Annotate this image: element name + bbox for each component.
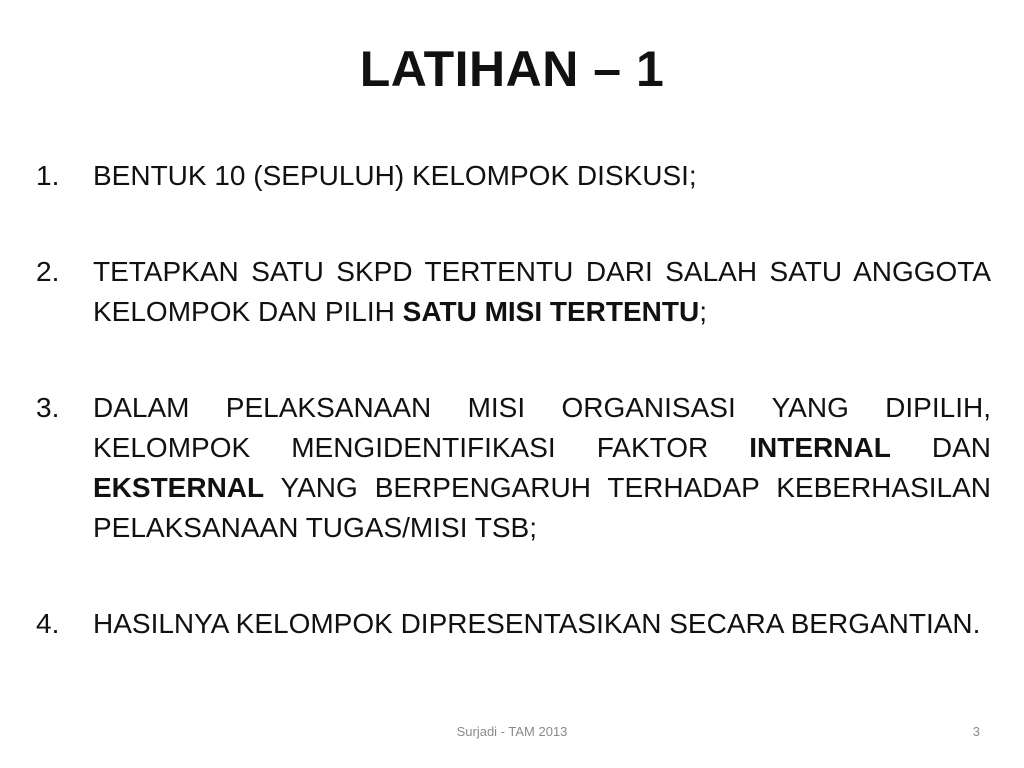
slide-title: LATIHAN – 1 (359, 41, 665, 97)
list-item-1 (36, 156, 991, 196)
item-number: 1. (36, 160, 60, 191)
item-text: DALAM PELAKSANAAN MISI ORGANISASI YANG DIPILIH, KELOMPOK MENGIDENTIFIKASI FAKTOR INTERNAL DAN EKSTERNAL YANG BERPENGARUH TERHADAP KEBERHASILAN PELAKSANAAN TUGAS/MISI TSB; (93, 392, 991, 543)
item-number: 2. (36, 256, 60, 287)
footer-author: Surjadi - TAM 2013 (456, 724, 568, 739)
list-item-2 (36, 252, 991, 332)
list-item-4 (36, 604, 991, 644)
page-number: 3 (972, 724, 980, 739)
item-number: 4. (36, 608, 60, 639)
item-number: 3. (36, 392, 60, 423)
item-text: TETAPKAN SATU SKPD TERTENTU DARI SALAH SATU ANGGOTA KELOMPOK DAN PILIH SATU MISI TERTENTU; (93, 256, 991, 327)
item-text: HASILNYA KELOMPOK DIPRESENTASIKAN SECARA BERGANTIAN. (93, 608, 981, 639)
emphasis-text: INTERNAL (749, 432, 891, 463)
list-item-3 (36, 388, 991, 548)
item-text: BENTUK 10 (SEPULUH) KELOMPOK DISKUSI; (93, 160, 697, 191)
emphasis-text: EKSTERNAL (93, 472, 265, 503)
emphasis-text: SATU MISI TERTENTU (402, 296, 700, 327)
exercise-list (36, 156, 991, 644)
